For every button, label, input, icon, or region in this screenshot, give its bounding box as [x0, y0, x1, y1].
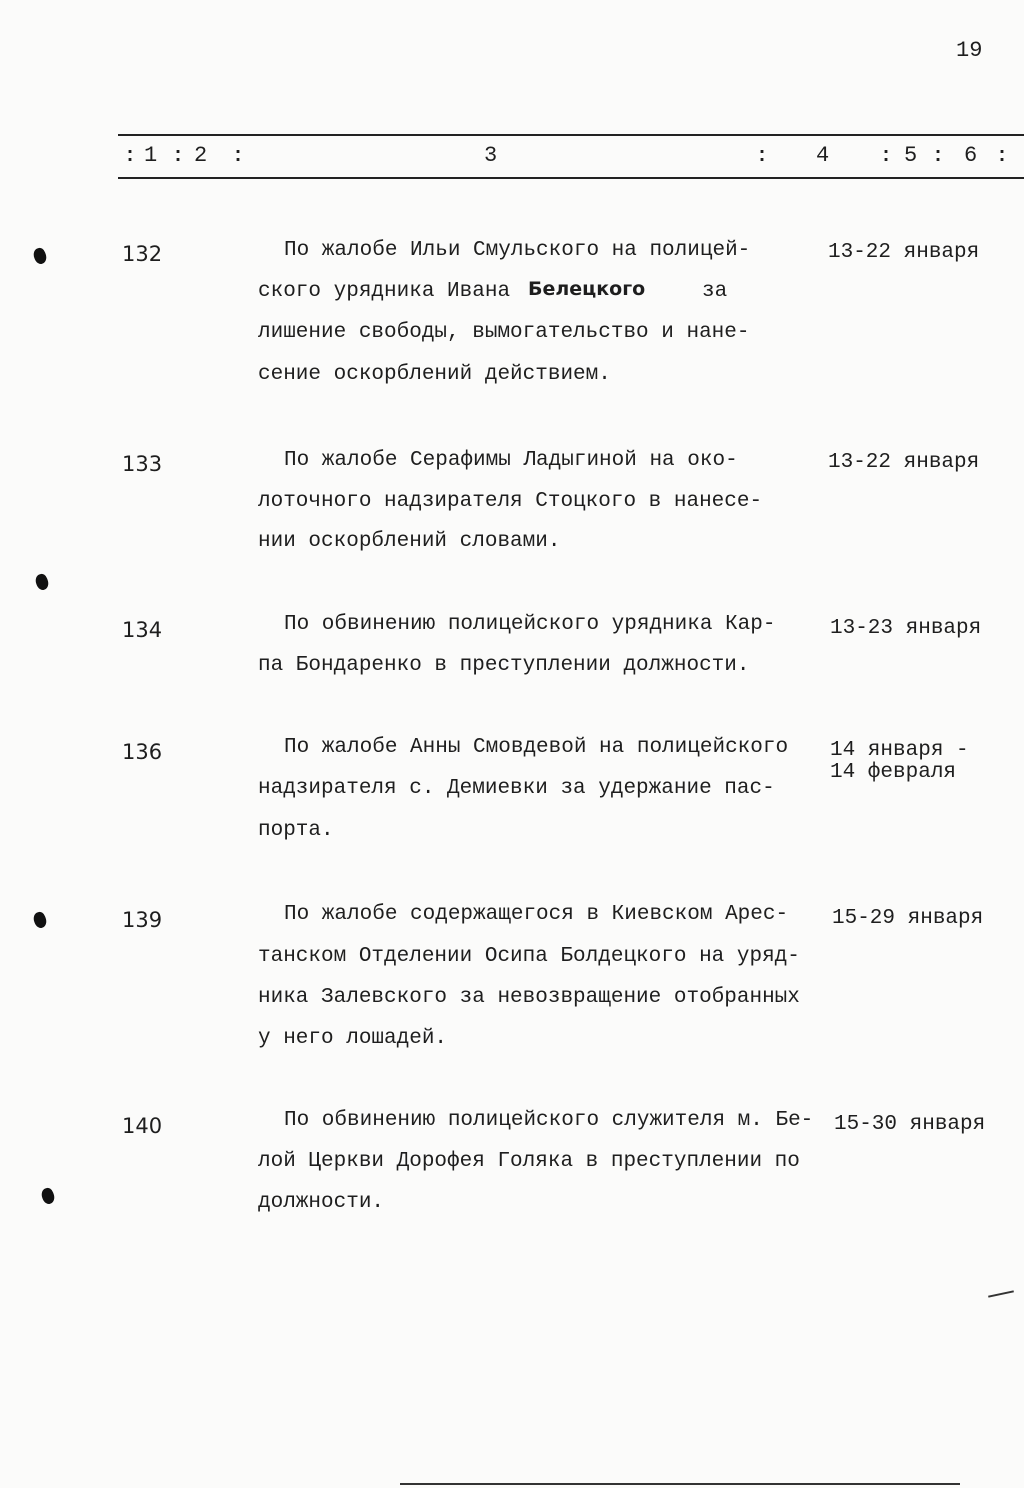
entry-date: 15-30 января — [834, 1113, 986, 1136]
header-separator: : — [124, 145, 137, 168]
entry-date: 13-22 января — [828, 241, 980, 264]
margin-dash-mark — [988, 1290, 1014, 1297]
header-separator: : — [172, 145, 185, 168]
header-col-6: 6 — [964, 143, 978, 168]
entry-line: лишение свободы, вымогательство и нане- — [258, 321, 750, 344]
entry-line: должности. — [258, 1191, 385, 1214]
punch-hole-mark — [40, 1186, 57, 1205]
entry-date: 13-22 января — [828, 451, 980, 474]
entry-line: ского урядника Ивана — [258, 280, 511, 303]
entry-line: По жалобе Ильи Смульского на полицей- — [284, 239, 751, 262]
entry-line: лоточного надзирателя Стоцкого в нанесе- — [258, 490, 763, 513]
entry-line: у него лошадей. — [258, 1027, 448, 1050]
entry-line: По жалобе Анны Смовдевой на полицейского — [284, 736, 789, 759]
entry-line: па Бондаренко в преступлении должности. — [258, 654, 750, 677]
entry-number: 133 — [122, 452, 163, 476]
entry-line: порта. — [258, 819, 334, 842]
header-col-5: 5 — [904, 143, 918, 168]
header-separator: : — [232, 145, 245, 168]
entry-line: лой Церкви Дорофея Голяка в преступлении по — [258, 1150, 800, 1173]
inserted-name: Белецкого — [528, 278, 646, 300]
entry-line: По жалобе содержащегося в Киевском Арес- — [284, 903, 789, 926]
entry-number: 139 — [122, 908, 163, 932]
entry-line: за — [702, 280, 728, 303]
entry-number: 132 — [122, 242, 163, 266]
header-col-3: 3 — [484, 143, 498, 168]
header-col-1: 1 — [144, 143, 158, 168]
header-col-4: 4 — [816, 143, 830, 168]
entry-date: 14 января - 14 февраля — [830, 739, 969, 784]
entry-line: По обвинению полицейского урядника Кар- — [284, 613, 776, 636]
entry-date: 13-23 января — [830, 617, 982, 640]
entry-line: танском Отделении Осипа Болдецкого на уряд- — [258, 945, 800, 968]
entry-line: ника Залевского за невозвращение отобранных — [258, 986, 800, 1009]
header-separator: : — [932, 145, 945, 168]
entry-date: 15-29 января — [832, 907, 984, 930]
entry-line: По жалобе Серафимы Ладыгиной на око- — [284, 449, 738, 472]
entry-line: сение оскорблений действием. — [258, 363, 611, 386]
punch-hole-mark — [32, 246, 49, 265]
header-separator: : — [756, 145, 769, 168]
entry-line: нии оскорблений словами. — [258, 530, 561, 553]
header-separator: : — [996, 145, 1009, 168]
bottom-edge-line — [400, 1483, 960, 1485]
entry-line: По обвинению полицейского служителя м. Бе- — [284, 1109, 814, 1132]
header-rule-bottom — [118, 177, 1024, 179]
entry-number: 134 — [122, 618, 163, 642]
header-separator: : — [880, 145, 893, 168]
entry-line: надзирателя с. Демиевки за удержание пас- — [258, 777, 775, 800]
punch-hole-mark — [34, 572, 51, 591]
header-rule-top — [118, 134, 1024, 136]
punch-hole-mark — [32, 910, 49, 929]
page-number: 19 — [956, 38, 983, 63]
header-col-2: 2 — [194, 143, 208, 168]
entry-number: 140 — [122, 1114, 163, 1138]
entry-number: 136 — [122, 740, 163, 764]
